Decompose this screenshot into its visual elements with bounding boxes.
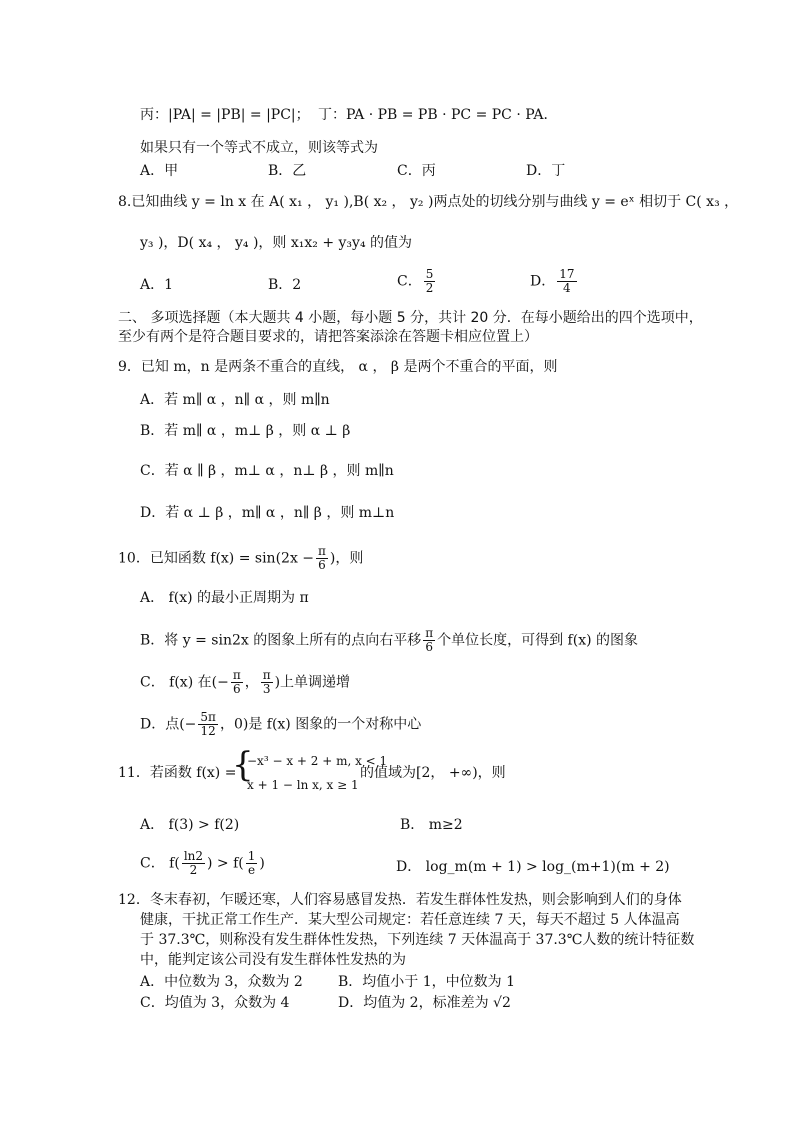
q10-c-denominator2: 3 xyxy=(262,682,271,696)
q12-stem-line4: 中，能判定该公司没有发生群体性发热的为 xyxy=(140,952,406,968)
q10-d-numerator: 5π xyxy=(200,710,216,724)
q8-option-d-fraction xyxy=(557,268,576,295)
q8-d-numerator: 17 xyxy=(559,267,575,281)
q10-b-suffix: 个单位长度，可得到 f(x) 的图象 xyxy=(437,632,639,649)
q8-d-denominator: 4 xyxy=(563,281,571,295)
q10-c-fraction1 xyxy=(231,669,243,696)
q11-c-prefix: C． f( xyxy=(140,855,180,872)
q10-stem-denominator: 6 xyxy=(318,558,326,572)
q11-case-2: x + 1 − ln x, x ≥ 1 xyxy=(247,778,359,792)
q7-ding-statement xyxy=(318,106,557,124)
q11-c-numerator1: ln2 xyxy=(183,849,204,863)
q8-option-b: B．2 xyxy=(268,277,302,293)
q11-piecewise-brace: { xyxy=(232,745,254,785)
q7-option-d: D．丁 xyxy=(526,163,566,179)
q10-b-numerator: π xyxy=(425,626,434,640)
q9-option-a: A．若 m∥ α ，n∥ α ，则 m∥n xyxy=(140,392,330,408)
q10-b-denominator: 6 xyxy=(425,640,433,654)
q12-option-d: D．均值为 2，标准差为 √2 xyxy=(338,995,511,1011)
q7-option-a: A．甲 xyxy=(140,163,179,179)
q11-c-denominator1: 2 xyxy=(189,863,198,877)
q9-option-d: D．若 α ⊥ β ，m∥ α ，n∥ β ，则 m⊥n xyxy=(140,505,395,521)
q10-b-fraction xyxy=(423,627,435,654)
q10-c-fraction2 xyxy=(261,669,273,696)
q11-c-numerator2: 1 xyxy=(247,849,256,863)
q8-c-numerator: 5 xyxy=(425,267,434,281)
q11-option-d: D． log_m(m + 1) > log_(m+1)(m + 2) xyxy=(396,859,670,875)
q10-c-suffix: )上单调递增 xyxy=(274,674,351,691)
q7-ding-prefix: 丁： xyxy=(318,107,346,123)
q10-option-b xyxy=(140,627,638,654)
q11-stem-suffix: 的值域为[2， +∞)，则 xyxy=(360,765,506,781)
q10-d-fraction xyxy=(198,711,218,738)
q10-d-denominator: 12 xyxy=(200,724,216,738)
q7-bing-prefix: 丙： xyxy=(140,107,168,123)
q10-stem xyxy=(118,545,363,572)
q7-bing-statement xyxy=(140,106,310,124)
q10-c-separator: ， xyxy=(244,674,259,691)
q10-c-numerator2: π xyxy=(262,668,271,682)
q10-b-prefix: B．将 y = sin2x 的图象上所有的点向右平移 xyxy=(140,632,422,649)
q10-c-denominator1: 6 xyxy=(232,682,241,696)
q12-option-b: B．均值小于 1，中位数为 1 xyxy=(338,974,516,990)
q9-option-c: C．若 α ∥ β ，m⊥ α ，n⊥ β ，则 m∥n xyxy=(140,463,394,479)
section2-heading-line1: 二、 多项选择题（本大题共 4 小题，每小题 5 分，共计 20 分．在每小题给出的四个选项中， xyxy=(118,310,703,326)
q10-stem-prefix: 10．已知函数 f(x) = sin(2x − xyxy=(118,550,315,567)
q7-ding-equation: PA · PB = PB · PC = PC · PA． xyxy=(346,107,558,123)
q8-stem-line1: 8.已知曲线 y = ln x 在 A( x₁ ， y₁ ),B( x₂ ， y₂ )两点处的切线分别与曲线 y = eˣ 相切于 C( x₃ ， xyxy=(118,194,739,210)
q10-d-suffix: ，0)是 f(x) 图象的一个对称中心 xyxy=(219,716,422,733)
q10-option-a: A． f(x) 的最小正周期为 π xyxy=(140,590,309,606)
q12-stem-line2: 健康，干扰正常工作生产．某大型公司规定：若任意连续 7 天，每天不超过 5 人体温高 xyxy=(140,912,680,928)
q12-option-c: C．均值为 3，众数为 4 xyxy=(140,995,290,1011)
q11-stem-prefix: 11．若函数 f(x) = xyxy=(118,765,237,781)
q8-option-d-label: D． xyxy=(530,273,556,290)
q10-stem-numerator: π xyxy=(318,544,326,558)
q9-stem: 9．已知 m，n 是两条不重合的直线， α ， β 是两个不重合的平面，则 xyxy=(118,359,558,375)
q10-stem-fraction xyxy=(316,545,328,572)
q7-note: 如果只有一个等式不成立，则该等式为 xyxy=(140,140,378,156)
q9-option-b: B．若 m∥ α ，m⊥ β ，则 α ⊥ β xyxy=(140,423,351,439)
q10-option-c xyxy=(140,669,350,696)
q11-case-1: −x³ − x + 2 + m, x < 1 xyxy=(247,754,388,768)
section2-heading-line2: 至少有两个是符合题目要求的，请把答案添涂在答题卡相应位置上） xyxy=(118,329,538,345)
q12-stem-line1: 12．冬末春初，乍暖还寒，人们容易感冒发热．若发生群体性发热，则会影响到人们的身体 xyxy=(118,892,682,908)
q8-option-a: A．1 xyxy=(140,277,174,293)
q10-option-d xyxy=(140,711,421,738)
q10-c-numerator1: π xyxy=(232,668,241,682)
q7-option-c: C．丙 xyxy=(397,163,436,179)
q11-option-b: B． m≥2 xyxy=(400,817,463,833)
q8-option-c-fraction xyxy=(424,268,436,295)
q8-option-c-label: C． xyxy=(397,273,422,290)
q8-c-denominator: 2 xyxy=(425,281,434,295)
q7-bing-equation: |PA| = |PB| = |PC|； xyxy=(168,107,310,123)
q8-option-d xyxy=(530,268,579,295)
q11-option-c xyxy=(140,850,265,877)
q10-c-prefix: C． f(x) 在(− xyxy=(140,674,229,691)
q12-option-a: A．中位数为 3，众数为 2 xyxy=(140,974,303,990)
q8-option-c xyxy=(397,268,437,295)
q11-c-suffix: ) xyxy=(259,855,265,872)
q8-stem-line2: y₃ )，D( x₄ ， y₄ )，则 x₁x₂ + y₃y₄ 的值为 xyxy=(140,235,413,251)
q7-option-b: B．乙 xyxy=(268,163,307,179)
q10-d-prefix: D．点(− xyxy=(140,716,197,733)
q12-stem-line3: 于 37.3℃，则称没有发生群体性发热，下列连续 7 天体温高于 37.3℃人数的统计特征数 xyxy=(140,932,695,948)
q11-c-middle: ) > f( xyxy=(207,855,244,872)
q10-stem-suffix: )，则 xyxy=(329,550,364,567)
q11-c-fraction1 xyxy=(182,850,205,877)
q11-option-a: A． f(3) > f(2) xyxy=(140,817,240,833)
q11-c-denominator2: e xyxy=(248,863,256,877)
q11-c-fraction2 xyxy=(246,850,258,877)
